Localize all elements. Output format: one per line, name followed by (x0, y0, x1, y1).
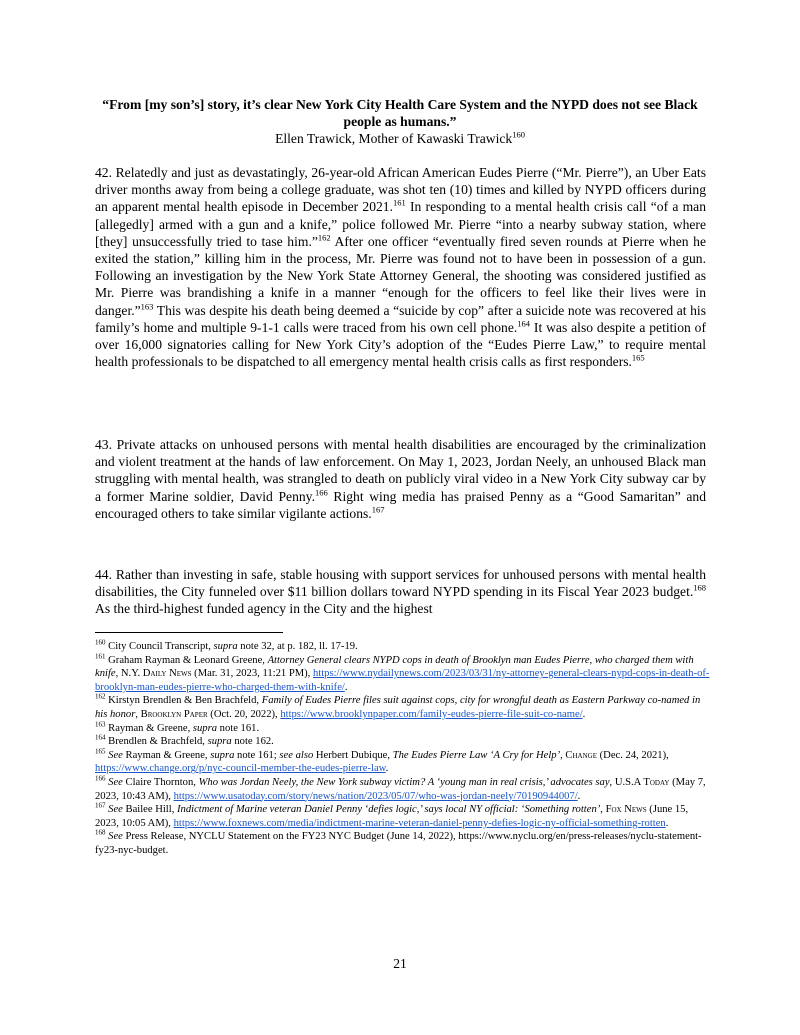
footnote-text: , U.S.A (609, 776, 644, 788)
footnote-ref[interactable]: 165 (631, 352, 645, 363)
footnote-italic: Indictment of Marine veteran Daniel Penny ‘defies logic,’ says local NY official: ‘Something rotten’ (177, 804, 601, 816)
footnote-link[interactable]: https://www.foxnews.com/media/indictment-marine-veteran-daniel-penny-defies-logic-ny-official-something-rotten (173, 817, 666, 829)
footnotes (95, 640, 710, 858)
paragraph-number: 42. (95, 165, 116, 180)
footnote-italic: supra (192, 722, 218, 734)
footnote-text: Graham Rayman & Leonard Greene, (105, 654, 268, 666)
footnote-160 (95, 640, 710, 654)
footnote-italic: See (108, 776, 123, 788)
footnote-text: note 161. (217, 722, 260, 734)
footnote-number: 162 (95, 692, 106, 701)
footnote-text: . (577, 790, 581, 802)
footnote-link[interactable]: https://www.usatoday.com/story/news/nation/2023/05/07/who-was-jordan-neely/70190944007/ (173, 790, 578, 802)
footnote-text: Brendlen & Brachfeld, (105, 736, 208, 748)
footnote-text: note 162. (231, 736, 274, 748)
footnote-number: 161 (95, 652, 106, 661)
footnote-ref[interactable]: 163 (140, 301, 154, 312)
footnote-text: City Council Transcript, (105, 641, 214, 652)
paragraph-text: Relatedly and just as devastatingly, 26-year-old African American Eudes Pierre (“Mr. Pierre”), an Uber Eats driver months away from being a college graduate, was shot ten (10) times and killed by NYPD officers during an apparent mental health episode in December 2021. (95, 165, 706, 215)
footnote-number: 163 (95, 720, 106, 729)
footnote-italic: supra (207, 736, 232, 748)
footnote-number: 167 (95, 801, 106, 810)
footnote-link[interactable]: https://www.brooklynpaper.com/family-eudes-pierre-file-suit-co-name/ (280, 708, 583, 720)
footnote-number: 160 (95, 638, 106, 647)
footnote-text: . (385, 763, 389, 775)
footnote-text: , N.Y. (115, 668, 143, 680)
footnote-text: (May 7, 2023, 10:43 AM), (95, 776, 706, 802)
footnote-text: (Mar. 31, 2023, 11:21 PM), (191, 668, 313, 680)
footnote-163 (95, 722, 710, 736)
footnote-text: note 161; (234, 749, 280, 761)
footnote-text: (Oct. 20, 2022), (207, 708, 281, 720)
footnote-italic: Who was Jordan Neely, the New York subway victim? A ‘young man in real crisis,’ advocates say (198, 776, 610, 788)
footnote-161 (95, 654, 710, 695)
footnote-number: 166 (95, 774, 106, 783)
paragraph-text: Right wing media has praised Penny as a “Good Samaritan” and encouraged others to take similar vigilante actions. (95, 488, 707, 521)
footnote-italic: supra (210, 749, 235, 761)
footnote-text: Claire Thornton, (122, 776, 199, 788)
footnote-ref[interactable]: 168 (693, 582, 706, 593)
paragraph-text: This was despite his death being deemed a “suicide by cop” after a suicide note was recovered at his family’s home and multiple 9-1-1 calls were traced from his own cell phone. (95, 302, 706, 335)
footnote-text: Rayman & Greene, (122, 749, 211, 761)
page-number: 21 (393, 956, 407, 971)
footnote-text: (June 15, 2023, 10:05 AM), (95, 804, 689, 829)
paragraph-text: As the third-highest funded agency in the City and the highest (95, 601, 433, 617)
footnote-text: , (135, 708, 141, 720)
footnote-ref[interactable]: 167 (371, 504, 385, 515)
footnote-text: (Dec. 24, 2021), (597, 749, 669, 761)
paragraph-text: In responding to a mental health crisis call “of a man [allegedly] armed with a gun and a knife,” police followed Mr. Pierre “into a nearby subway station, where [they] unsuccessfully tried to tase him.” (95, 199, 706, 249)
paragraph-text: Rather than investing in safe, stable housing with support services for unhoused persons with mental health disabilities, the City funneled over $11 billion dollars toward NYPD spending in its Fiscal Year 2023 budget. (95, 567, 706, 600)
footnote-italic: supra (213, 641, 238, 652)
paragraph-text: After one officer “eventually fired seven rounds at Pierre when he exited the station,” killing him in the process, Mr. Pierre was found not to have been in possession of a gun. Following an investigation by the New York State Attorney General, the shooting was considered justified as Mr. Pierre was brandishing a knife in a manner “enough for the officers to feel like their lives were in danger.” (95, 233, 706, 318)
footnote-ref[interactable]: 166 (315, 487, 328, 498)
footnote-italic: see also (279, 749, 314, 761)
footnote-167 (95, 803, 710, 830)
footnote-italic: Attorney General clears NYPD cops in death of Brooklyn man Eudes Pierre, who charged them with knife (95, 654, 694, 680)
footnote-text: , (560, 749, 566, 761)
footnote-text: note 32, at p. 182, ll. 17-19. (237, 641, 358, 652)
footnote-italic: The Eudes Pierre Law ‘A Cry for Help’ (392, 749, 561, 761)
footnote-text: Rayman & Greene, (105, 722, 193, 734)
footnote-text: . (582, 708, 586, 720)
footnote-text: , (600, 804, 606, 816)
footnote-number: 168 (95, 828, 106, 837)
footnote-text: . (665, 817, 669, 829)
attribution-text: Ellen Trawick, Mother of Kawaski Trawick (275, 131, 513, 146)
footnote-link[interactable]: https://www.change.org/p/nyc-council-member-the-eudes-pierre-law (95, 763, 386, 775)
footnote-text: Press Release, NYCLU Statement on the FY23 NYC Budget (June 14, 2022), https://www.nyclu.org/en/press-releases/nyclu-statement-fy23-nyc-budget. (95, 831, 702, 856)
footnote-italic: Family of Eudes Pierre files suit against cops, city for wrongful death as Eastern Parkway co-named in his honor (95, 695, 701, 720)
paragraph-43 (95, 436, 706, 522)
quote-text: “From [my son’s] story, it’s clear New York City Health Care System and the NYPD does not see Black people as humans.” (102, 97, 698, 129)
footnote-ref[interactable]: 160 (512, 129, 525, 140)
paragraph-44 (95, 566, 706, 618)
footnote-italic: See (108, 749, 123, 761)
footnote-ref[interactable]: 164 (517, 318, 531, 329)
footnote-text: Bailee Hill, (122, 804, 177, 816)
footnote-link[interactable]: https://www.nydailynews.com/2023/03/31/ny-attorney-general-clears-nypd-cops-in-death-of-brooklyn-man-eudes-pierre-who-charged-them-with-knife/ (95, 668, 710, 693)
epigraph-quote (95, 96, 705, 147)
footnote-divider (95, 632, 283, 633)
footnote-text: Herbert Dubique, (313, 749, 393, 761)
footnote-166 (95, 776, 710, 803)
footnote-text: Kirstyn Brendlen & Ben Brachfeld, (105, 695, 262, 707)
footnote-number: 164 (95, 733, 106, 742)
paragraph-number: 44. (95, 567, 116, 582)
footnote-italic: See (108, 804, 123, 816)
publication-name: Change (565, 749, 597, 761)
publication-name: Daily News (142, 668, 192, 680)
footnote-165 (95, 749, 710, 776)
paragraph-text: Private attacks on unhoused persons with mental health disabilities are encouraged by the criminalization and violent treatment at the hands of law enforcement. On May 1, 2023, Jordan Neely, an unhoused Black man struggling with mental health, was strangled to death on publicly viral video in a New York City subway car by a former Marine soldier, David Penny. (95, 437, 706, 504)
publication-name: Fox News (605, 804, 647, 816)
paragraph-42 (95, 164, 706, 370)
footnote-168 (95, 830, 710, 857)
footnote-162 (95, 694, 710, 721)
footnote-164 (95, 735, 710, 749)
paragraph-number: 43. (95, 437, 117, 452)
quote-attribution (95, 130, 705, 147)
footnote-ref[interactable]: 162 (317, 232, 331, 243)
paragraph-text: It was also despite a petition of over 16,000 signatories calling for New York City’s adoption of the “Eudes Pierre Law,” to require mental health professionals to be dispatched to all emergency mental health crisis calls as first responders. (95, 319, 706, 370)
publication-name: Brooklyn Paper (140, 708, 208, 720)
footnote-ref[interactable]: 161 (393, 197, 406, 208)
footnote-number: 165 (95, 747, 106, 756)
footnote-text: . (344, 681, 348, 693)
publication-name: Today (643, 776, 670, 788)
footnote-italic: See (108, 831, 123, 843)
